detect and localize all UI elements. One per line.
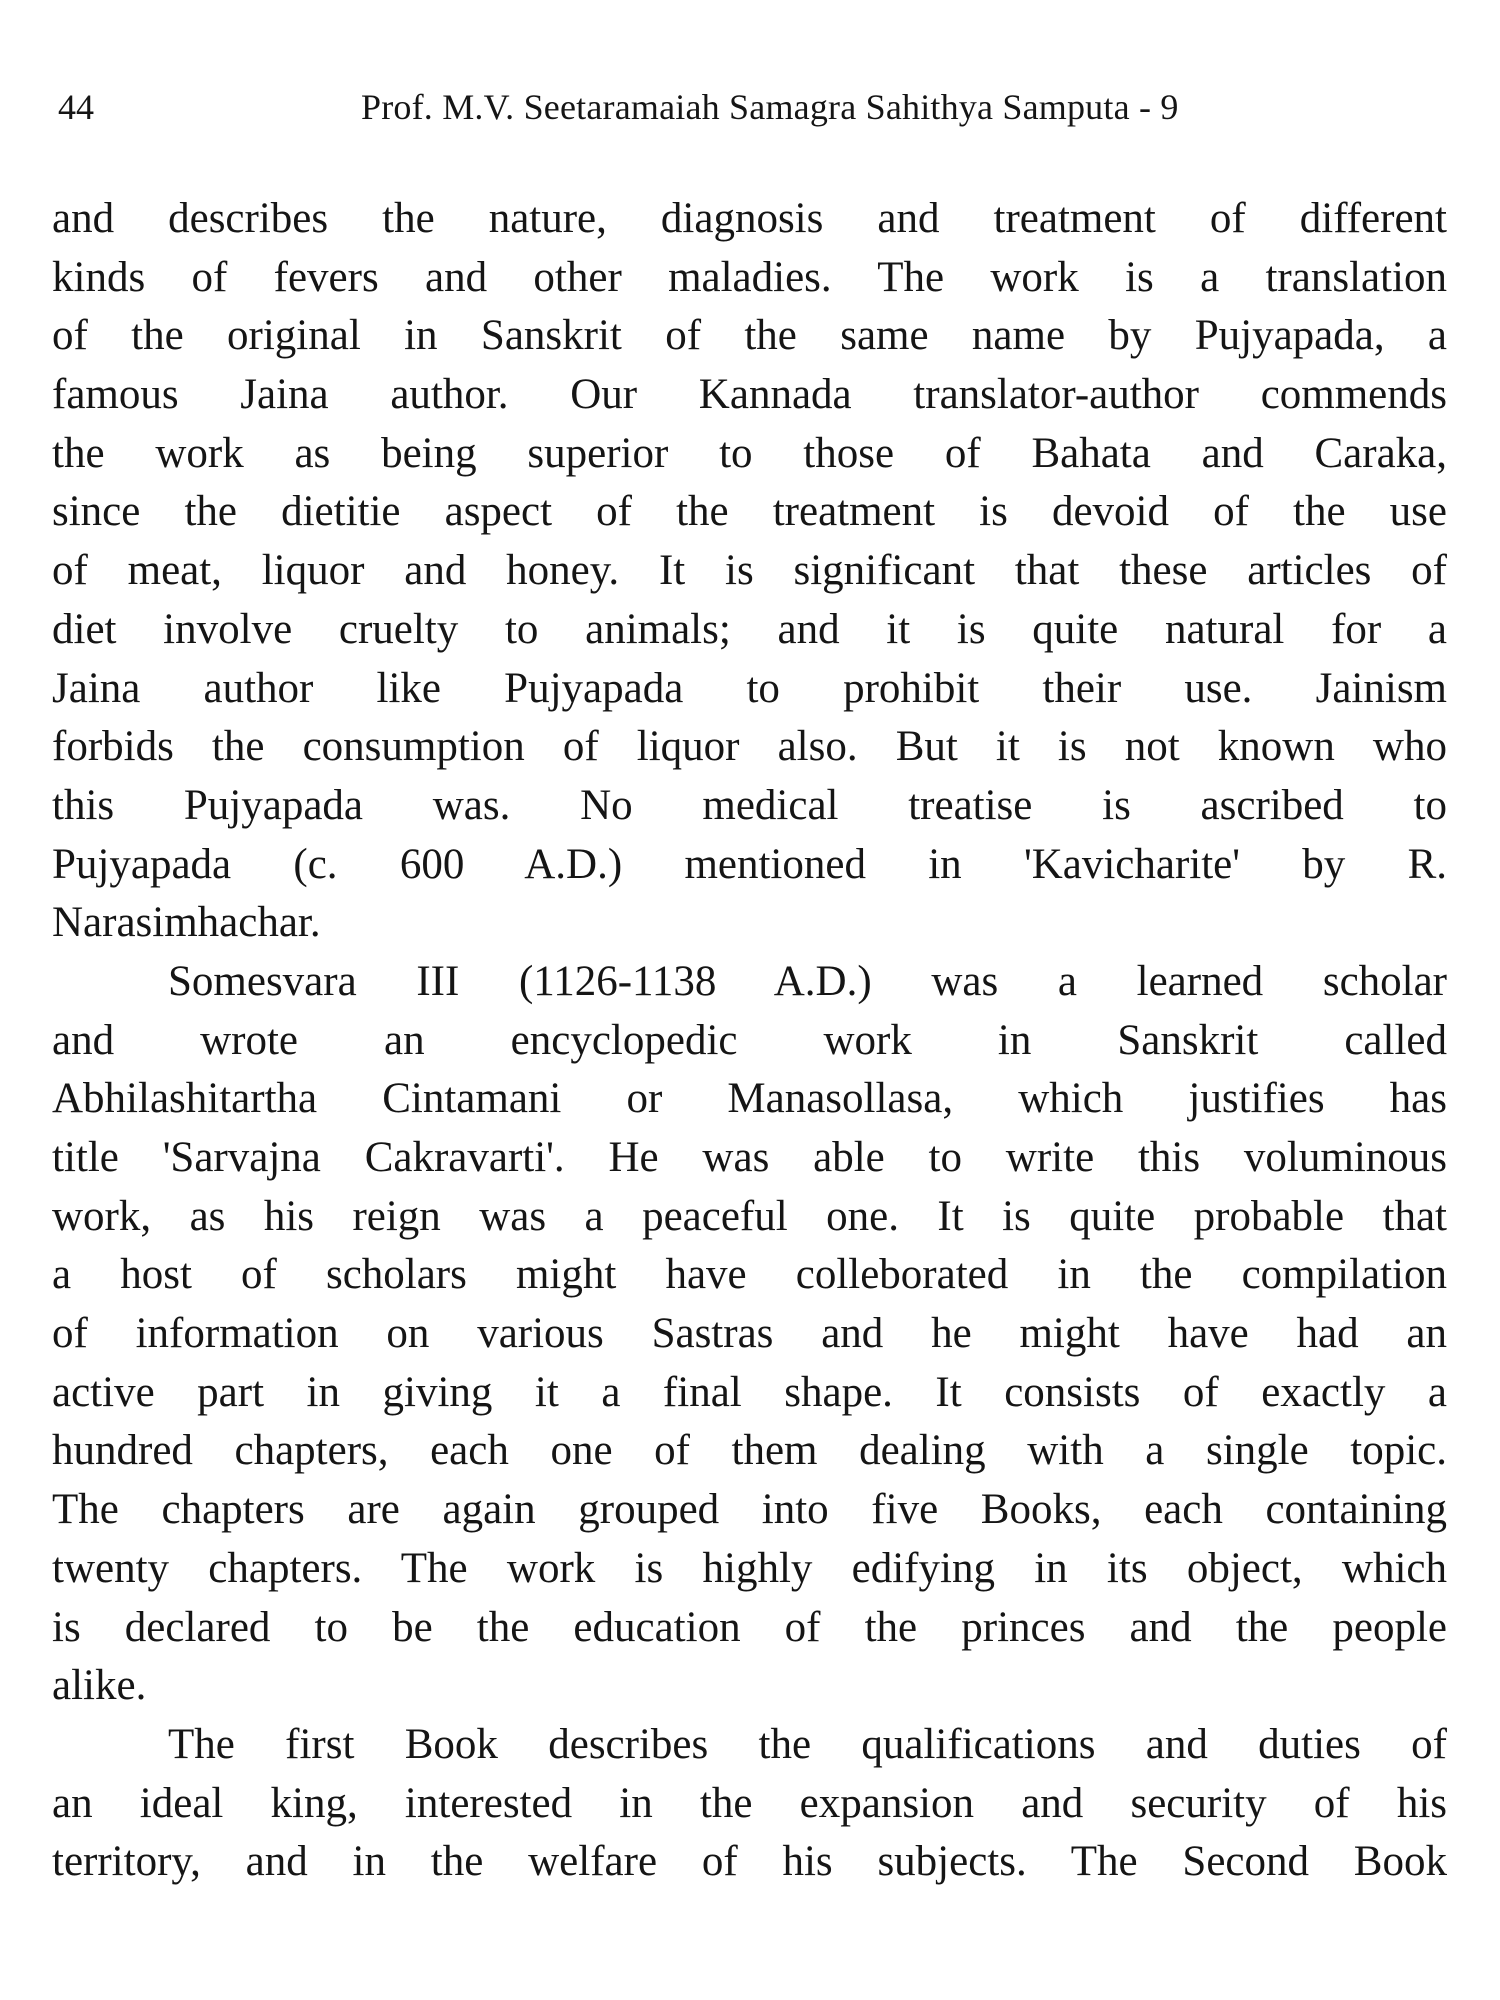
text-line: of the original in Sanskrit of the same name by Pujyapada, a	[52, 312, 1447, 360]
text-line: work, as his reign was a peaceful one. It is quite probable that	[52, 1192, 1447, 1240]
text-line: famous Jaina author. Our Kannada translator-author commends	[52, 371, 1447, 419]
text-line: of meat, liquor and honey. It is significant that these articles of	[52, 547, 1447, 595]
text-line: twenty chapters. The work is highly edifying in its object, which	[52, 1544, 1447, 1592]
text-line: and describes the nature, diagnosis and treatment of different	[52, 195, 1447, 242]
text-line: kinds of fevers and other maladies. The work is a translation	[52, 253, 1447, 301]
running-header	[58, 82, 1453, 132]
text-line: active part in giving it a final shape. It consists of exactly a	[52, 1368, 1447, 1416]
body-text	[52, 190, 1447, 1892]
running-title: Prof. M.V. Seetaramaiah Samagra Sahithya Samputa - 9	[361, 87, 1179, 127]
text-line: and wrote an encyclopedic work in Sanskrit called	[52, 1016, 1447, 1064]
page-number: 44	[58, 87, 94, 127]
text-line: Narasimhachar.	[52, 899, 321, 947]
text-line: Jaina author like Pujyapada to prohibit their use. Jainism	[52, 664, 1447, 712]
text-line: a host of scholars might have colleborated in the compilation	[52, 1251, 1447, 1299]
text-line: an ideal king, interested in the expansion and security of his	[52, 1779, 1447, 1827]
text-line: territory, and in the welfare of his subjects. The Second Book	[52, 1838, 1447, 1886]
text-line: title 'Sarvajna Cakravarti'. He was able to write this voluminous	[52, 1134, 1447, 1181]
paragraph	[52, 190, 1447, 953]
text-line: The first Book describes the qualifications and duties of	[168, 1720, 1447, 1768]
text-line: the work as being superior to those of Bahata and Caraka,	[52, 429, 1447, 477]
text-line: Abhilashitartha Cintamani or Manasollasa, which justifies has	[52, 1075, 1447, 1123]
text-line: Pujyapada (c. 600 A.D.) mentioned in 'Kavicharite' by R.	[52, 840, 1447, 888]
text-line: Somesvara III (1126-1138 A.D.) was a learned scholar	[168, 957, 1447, 1005]
text-line: of information on various Sastras and he might have had an	[52, 1310, 1447, 1358]
paragraph	[52, 953, 1447, 1716]
text-line: since the dietitie aspect of the treatment is devoid of the use	[52, 488, 1447, 536]
paragraph	[52, 1716, 1447, 1892]
text-line: forbids the consumption of liquor also. But it is not known who	[52, 723, 1447, 771]
text-line: this Pujyapada was. No medical treatise is ascribed to	[52, 781, 1447, 829]
text-line: hundred chapters, each one of them dealing with a single topic.	[52, 1427, 1447, 1475]
text-line: The chapters are again grouped into five Books, each containing	[52, 1486, 1447, 1534]
text-line: alike.	[52, 1662, 147, 1710]
text-line: is declared to be the education of the princes and the people	[52, 1603, 1447, 1651]
text-line: diet involve cruelty to animals; and it is quite natural for a	[52, 605, 1447, 653]
